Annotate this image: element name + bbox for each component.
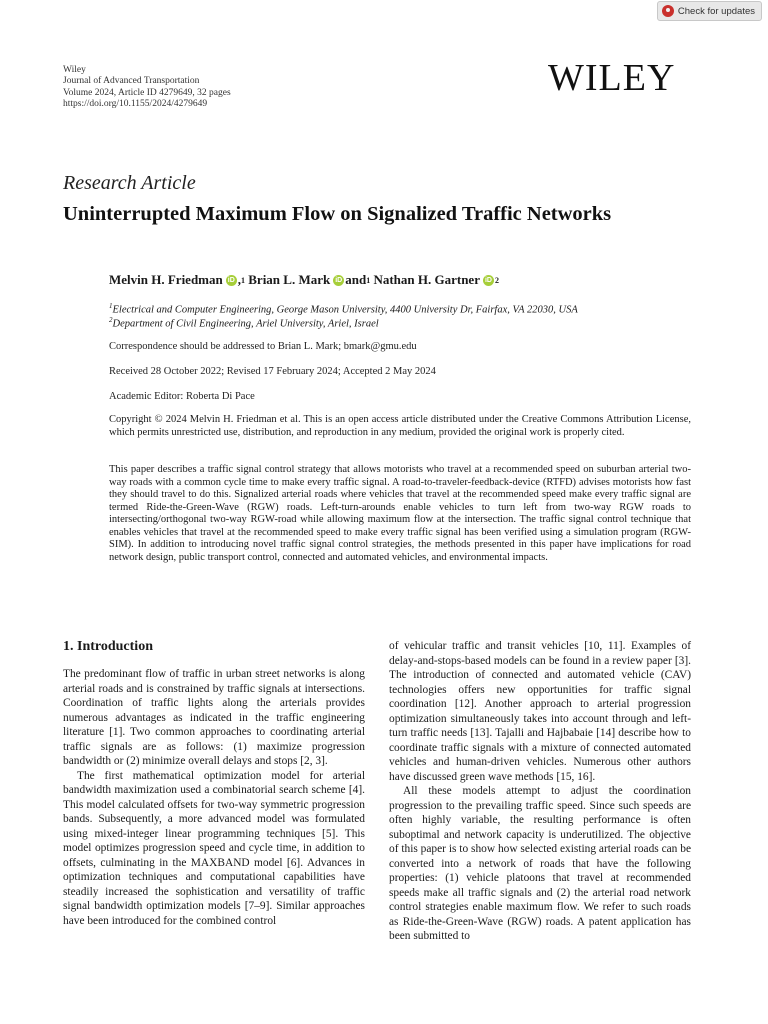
paragraph: of vehicular traffic and transit vehicles [10, 11]. Examples of delay-and-stops-based models can be found in a review paper [3]. The introduction of connected and automated vehicle (CAV) technologies offers new opportunities for traffic signal coordination [12]. Another approach to arterial progression optimization simultaneously takes into account through and left-turn traffic needs [13]. Tajalli and Hajbabaie [14] describe how to coordinate traffic signals with a mixture of connected automated vehicles and human-driven vehicles. Numerous other authors have discussed green wave methods [15, 16]. [389,640,691,783]
orcid-icon[interactable]: iD [335,276,343,284]
author-name[interactable]: Nathan H. Gartner [373,272,480,287]
abstract: This paper describes a traffic signal control strategy that allows motorists who travel at a recommended speed on suburban arterial two-way roads with a common cycle time to make every traffic signal. A road-to-traveler-feedback-device (RTFD) advises motorists how fast they should travel to do this. Signalized arterial roads where vehicles that travel at the recommended speed make every traffic signal are termed Ride-the-Green-Wave (RGW) roads. Left-turn-arounds enable vehicles to turn left from two-way RGW roads to intersecting/orthogonal two-way RGW-road while allowing maximum flow at the intersection. The traffic signal control technique that enables vehicles that travel at the recommended speed to make every traffic signal has been verified using a simulation program (RGW-SIM). In addition to introducing novel traffic signal control strategies, the methods presented in this paper have implications for road network design, public transport control, connected and automated vehicles, and environmental impacts. [109,464,691,563]
article-title: Uninterrupted Maximum Flow on Signalized Traffic Networks [63,203,612,225]
journal-name: Journal of Advanced Transportation [63,76,200,87]
left-column [63,667,365,928]
affiliation-2: $^2$Department of Civil Engineering, Ariel University, Ariel, Israel [109,316,379,330]
right-column [389,639,691,944]
author-name[interactable]: Brian L. Mark [248,272,331,287]
orcid-icon[interactable]: iD [227,276,235,284]
article-type: Research Article [63,172,196,194]
doi-link[interactable]: https://doi.org/10.1155/2024/4279649 [63,98,208,109]
author-affil-sup: 1 [366,275,371,285]
wiley-logo: WILEY [548,57,676,99]
author-name[interactable]: Melvin H. Friedman [109,272,223,287]
academic-editor: Academic Editor: Roberta Di Pace [109,391,255,402]
copyright-notice: Copyright © 2024 Melvin H. Friedman et al. This is an open access article distributed under the Creative Commons Attribution License, which permits unrestricted use, distribution, and reproduction in any medium, provided the original work is properly cited. [109,414,691,438]
journal-volume: Volume 2024, Article ID 4279649, 32 pages [63,87,231,98]
paragraph: All these models attempt to adjust the coordination progression to the prevailing traffic speed. Since such speeds are often highly variable, the resulting performance is often suboptimal and network capacity is underutilized. The objective of this paper is to show how selected existing arterial roads can be converted into a network of roads that have the following properties: (1) vehicle platoons that travel at recommended speeds make all traffic signals and (2) the arterial road network control strategies enable maximum flow. We refer to such roads as Ride-the-Green-Wave (RGW) roads. A patent application has been submitted to [389,785,691,942]
author-affil-sup: 2 [494,275,499,285]
check-for-updates-label: Check for updates [677,5,755,17]
journal-info [63,65,231,110]
crossmark-icon [662,5,674,17]
paragraph: The first mathematical optimization model for arterial bandwidth maximization used a combinatorial search scheme [4]. This model calculated offsets for two-way symmetric progression bands. Subsequently, a more advanced model was formulated using mixed-integer linear programming techniques [5]. This model optimizes progression speed and cycle time, in addition to offsets, culminating in the MAXBAND model [6]. Advances in optimization techniques and computational capabilities have steadily increased the sophistication and versatility of traffic signal bandwidth optimization models [7–9]. Similar approaches have been introduced for the combined control [63,769,365,927]
orcid-icon[interactable]: iD [484,276,492,284]
author-list: Melvin H. Friedman iD , 1 Brian L. Mark iD and 1 Nathan H. Gartner iD 2 [109,272,499,287]
paragraph: The predominant flow of traffic in urban street networks is along arterial roads and is constrained by traffic signals at intersections. Coordination of traffic lights along the arterials provides numerous advantages as indicated in the traffic engineering literature [1]. Two common approaches to coordinating arterial traffic signals are as follows: (1) maximize progression bandwidth or (2) minimize overall delays and stops [2, 3]. [63,668,365,767]
check-for-updates-button[interactable] [657,1,762,21]
correspondence: Correspondence should be addressed to Brian L. Mark; bmark@gmu.edu [109,341,417,352]
affiliation-1: $^1$Electrical and Computer Engineering, George Mason University, 4400 University Dr, Fairfax, VA 22030, USA [109,302,578,316]
publisher-name: Wiley [63,65,86,75]
author-affil-sup: 1 [241,275,245,285]
section-heading: 1. Introduction [63,639,153,654]
article-dates: Received 28 October 2022; Revised 17 February 2024; Accepted 2 May 2024 [109,366,436,377]
